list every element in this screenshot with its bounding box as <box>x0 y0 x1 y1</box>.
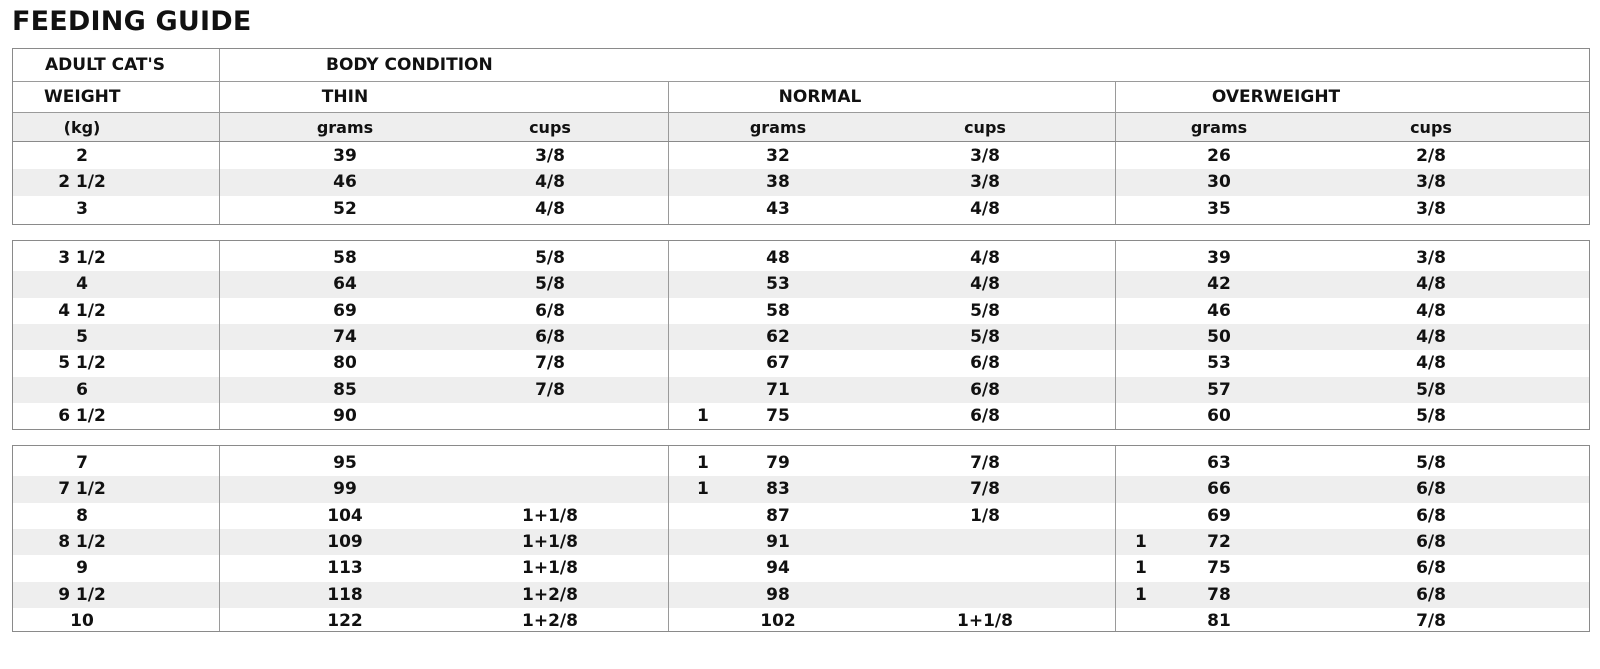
over-cups-cell: 6/8 <box>1416 584 1446 605</box>
normal-grams-cell: 48 <box>766 248 790 268</box>
over-cups-cell: 3/8 <box>1416 172 1446 193</box>
table-row <box>13 143 1589 169</box>
thin-grams-cell: 58 <box>333 248 357 268</box>
thin-cups-cell: 1+2/8 <box>522 610 578 631</box>
thin-cups-cell: 5/8 <box>535 248 565 268</box>
over-grams-cell: 35 <box>1207 198 1231 219</box>
over-cups-cell: 3/8 <box>1416 198 1446 219</box>
table-row <box>13 196 1589 222</box>
weight-cell: 3 1/2 <box>58 248 106 268</box>
normal-grams-cell: 75 <box>766 405 790 426</box>
normal-cups-cell: 4/8 <box>970 248 1000 268</box>
weight-label-1: ADULT CAT'S <box>45 55 165 75</box>
over-cups-whole-cell: 1 <box>1135 584 1147 605</box>
normal-grams-label: grams <box>749 118 807 137</box>
normal-grams-cell: 102 <box>760 610 796 631</box>
over-grams-cell: 57 <box>1207 379 1231 400</box>
normal-cups-cell: 6/8 <box>970 405 1000 426</box>
normal-cups-label: cups <box>964 118 1006 137</box>
normal-cups-cell: 6/8 <box>970 379 1000 400</box>
normal-cups-cell: 6/8 <box>970 353 1000 374</box>
weight-label-2: WEIGHT <box>44 87 121 107</box>
thin-grams-cell: 46 <box>333 172 357 193</box>
page-title: FEEDING GUIDE <box>12 6 252 37</box>
over-grams-cell: 42 <box>1207 274 1231 295</box>
over-cups-whole-cell: 1 <box>1135 558 1147 579</box>
normal-grams-cell: 38 <box>766 172 790 193</box>
table-row <box>13 245 1589 271</box>
over-grams-cell: 39 <box>1207 248 1231 268</box>
table-row <box>13 503 1589 529</box>
over-cups-cell: 3/8 <box>1416 248 1446 268</box>
over-cups-cell: 6/8 <box>1416 479 1446 500</box>
thin-cups-cell: 7/8 <box>535 353 565 374</box>
normal-cups-cell: 5/8 <box>970 300 1000 321</box>
weight-cell: 6 1/2 <box>58 405 106 426</box>
thin-cups-cell: 5/8 <box>535 274 565 295</box>
weight-cell: 4 1/2 <box>58 300 106 321</box>
thin-cups-cell: 1+1/8 <box>522 558 578 579</box>
normal-cups-cell: 3/8 <box>970 146 1000 166</box>
normal-grams-cell: 58 <box>766 300 790 321</box>
normal-cups-cell: 4/8 <box>970 198 1000 219</box>
weight-cell: 10 <box>70 610 94 631</box>
thin-cups-cell: 7/8 <box>535 379 565 400</box>
over-grams-cell: 53 <box>1207 353 1231 374</box>
weight-cell: 5 1/2 <box>58 353 106 374</box>
thin-cups-cell: 6/8 <box>535 300 565 321</box>
table-row <box>13 271 1589 297</box>
over-cups-cell: 4/8 <box>1416 326 1446 347</box>
normal-cups-cell: 7/8 <box>970 479 1000 500</box>
weight-cell: 3 <box>76 198 88 219</box>
weight-cell: 5 <box>76 326 88 347</box>
normal-cups-whole-cell: 1 <box>697 405 709 426</box>
normal-cups-whole-cell: 1 <box>697 453 709 473</box>
normal-grams-cell: 32 <box>766 146 790 166</box>
normal-grams-cell: 67 <box>766 353 790 374</box>
table-section-2 <box>12 240 1590 430</box>
over-cups-cell: 4/8 <box>1416 300 1446 321</box>
thin-grams-cell: 64 <box>333 274 357 295</box>
normal-cups-cell: 1+1/8 <box>957 610 1013 631</box>
weight-cell: 4 <box>76 274 88 295</box>
table-header <box>12 48 1590 142</box>
table-row <box>13 377 1589 403</box>
weight-cell: 7 1/2 <box>58 479 106 500</box>
thin-grams-cell: 74 <box>333 326 357 347</box>
thin-grams-cell: 52 <box>333 198 357 219</box>
normal-grams-cell: 83 <box>766 479 790 500</box>
table-row <box>13 529 1589 555</box>
over-grams-cell: 63 <box>1207 453 1231 473</box>
over-cups-cell: 5/8 <box>1416 379 1446 400</box>
thin-grams-cell: 80 <box>333 353 357 374</box>
weight-cell: 6 <box>76 379 88 400</box>
normal-grams-cell: 98 <box>766 584 790 605</box>
normal-cups-cell: 7/8 <box>970 453 1000 473</box>
over-cups-whole-cell: 1 <box>1135 531 1147 552</box>
thin-grams-cell: 90 <box>333 405 357 426</box>
normal-cups-cell: 1/8 <box>970 505 1000 526</box>
table-section-3 <box>12 445 1590 632</box>
group-normal-label: NORMAL <box>778 87 862 107</box>
over-cups-cell: 6/8 <box>1416 505 1446 526</box>
over-cups-cell: 5/8 <box>1416 405 1446 426</box>
over-cups-cell: 4/8 <box>1416 274 1446 295</box>
thin-grams-cell: 95 <box>333 453 357 473</box>
over-grams-cell: 75 <box>1207 558 1231 579</box>
thin-grams-cell: 118 <box>327 584 363 605</box>
normal-grams-cell: 53 <box>766 274 790 295</box>
over-grams-cell: 26 <box>1207 146 1231 166</box>
over-cups-cell: 6/8 <box>1416 531 1446 552</box>
normal-grams-cell: 87 <box>766 505 790 526</box>
table-row <box>13 476 1589 502</box>
normal-cups-cell: 5/8 <box>970 326 1000 347</box>
over-cups-label: cups <box>1410 118 1452 137</box>
thin-grams-cell: 113 <box>327 558 363 579</box>
over-cups-cell: 6/8 <box>1416 558 1446 579</box>
table-row <box>13 324 1589 350</box>
weight-cell: 9 1/2 <box>58 584 106 605</box>
table-row <box>13 555 1589 581</box>
over-grams-cell: 81 <box>1207 610 1231 631</box>
over-grams-cell: 69 <box>1207 505 1231 526</box>
body-condition-label: BODY CONDITION <box>326 55 493 75</box>
table-section-1 <box>12 141 1590 225</box>
thin-grams-cell: 39 <box>333 146 357 166</box>
over-grams-cell: 50 <box>1207 326 1231 347</box>
over-grams-cell: 78 <box>1207 584 1231 605</box>
table-row <box>13 298 1589 324</box>
over-grams-cell: 72 <box>1207 531 1231 552</box>
thin-grams-cell: 122 <box>327 610 363 631</box>
over-grams-cell: 66 <box>1207 479 1231 500</box>
weight-cell: 8 <box>76 505 88 526</box>
over-grams-cell: 60 <box>1207 405 1231 426</box>
thin-cups-label: cups <box>529 118 571 137</box>
over-cups-cell: 7/8 <box>1416 610 1446 631</box>
normal-cups-cell: 4/8 <box>970 274 1000 295</box>
normal-grams-cell: 91 <box>766 531 790 552</box>
group-overweight-label: OVERWEIGHT <box>1211 87 1341 107</box>
normal-grams-cell: 79 <box>766 453 790 473</box>
normal-cups-whole-cell: 1 <box>697 479 709 500</box>
normal-grams-cell: 94 <box>766 558 790 579</box>
weight-unit-label: (kg) <box>63 118 101 137</box>
table-row <box>13 403 1589 429</box>
thin-cups-cell: 1+2/8 <box>522 584 578 605</box>
over-grams-cell: 30 <box>1207 172 1231 193</box>
thin-grams-cell: 99 <box>333 479 357 500</box>
weight-cell: 2 1/2 <box>58 172 106 193</box>
thin-grams-cell: 69 <box>333 300 357 321</box>
over-grams-cell: 46 <box>1207 300 1231 321</box>
weight-cell: 9 <box>76 558 88 579</box>
over-cups-cell: 2/8 <box>1416 146 1446 166</box>
over-grams-label: grams <box>1190 118 1248 137</box>
thin-cups-cell: 3/8 <box>535 146 565 166</box>
table-row <box>13 608 1589 634</box>
weight-cell: 2 <box>76 146 88 166</box>
table-row <box>13 582 1589 608</box>
table-row <box>13 450 1589 476</box>
thin-cups-cell: 6/8 <box>535 326 565 347</box>
thin-grams-label: grams <box>316 118 374 137</box>
thin-cups-cell: 1+1/8 <box>522 505 578 526</box>
normal-grams-cell: 71 <box>766 379 790 400</box>
weight-cell: 8 1/2 <box>58 531 106 552</box>
thin-cups-cell: 4/8 <box>535 172 565 193</box>
table-row <box>13 169 1589 195</box>
over-cups-cell: 5/8 <box>1416 453 1446 473</box>
group-thin-label: THIN <box>321 87 369 107</box>
thin-grams-cell: 104 <box>327 505 363 526</box>
normal-grams-cell: 43 <box>766 198 790 219</box>
normal-cups-cell: 3/8 <box>970 172 1000 193</box>
over-cups-cell: 4/8 <box>1416 353 1446 374</box>
weight-cell: 7 <box>76 453 88 473</box>
normal-grams-cell: 62 <box>766 326 790 347</box>
thin-grams-cell: 109 <box>327 531 363 552</box>
thin-grams-cell: 85 <box>333 379 357 400</box>
table-row <box>13 350 1589 376</box>
thin-cups-cell: 4/8 <box>535 198 565 219</box>
thin-cups-cell: 1+1/8 <box>522 531 578 552</box>
